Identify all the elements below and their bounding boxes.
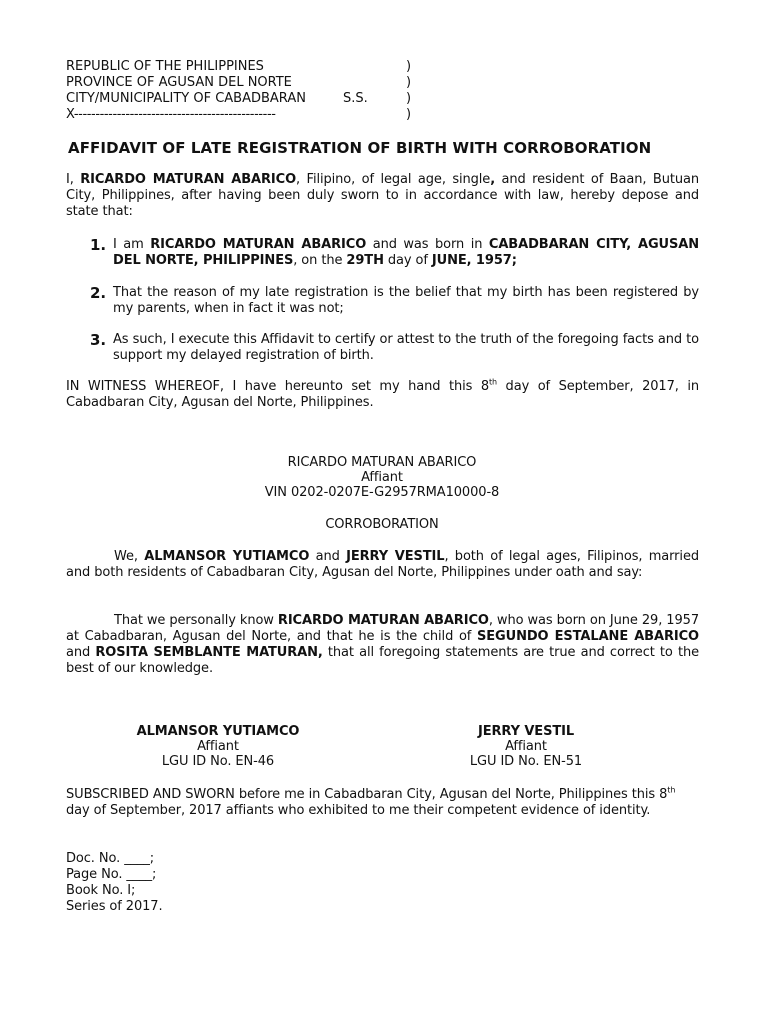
corroboration-paragraph-1: We, ALMANSOR YUTIAMCO and JERRY VESTIL, both of legal ages, Filipinos, married and both residents of Cabadbaran City, Agusan del Norte, Philippines under oath and say: — [66, 549, 699, 580]
signatory-2-name: JERRY VESTIL — [477, 724, 575, 739]
item-1-text: I am RICARDO MATURAN ABARICO and was born in CABADBARAN CITY, AGUSAN DEL NORTE, PHILIPPINES, on the 29TH day of JUNE, 1957; — [113, 237, 699, 268]
notary-series: Series of 2017. — [66, 899, 163, 914]
signatory-1-name: ALMANSOR YUTIAMCO — [136, 724, 300, 739]
caption-republic: REPUBLIC OF THE PHILIPPINES — [66, 59, 264, 74]
item-3-text: As such, I execute this Affidavit to certify or attest to the truth of the foregoing facts and to support my delayed registration of birth. — [113, 332, 699, 363]
affiant-signature-name: RICARDO MATURAN ABARICO — [287, 455, 477, 470]
caption-province: PROVINCE OF AGUSAN DEL NORTE — [66, 75, 292, 90]
item-number-2: 2. — [90, 284, 107, 302]
affiant-name: RICARDO MATURAN ABARICO — [80, 172, 297, 187]
affiant-signature-role: Affiant — [361, 470, 403, 485]
signatory-1-id: LGU ID No. EN-46 — [161, 754, 275, 769]
signatory-2-id: LGU ID No. EN-51 — [469, 754, 583, 769]
item-number-1: 1. — [90, 236, 107, 254]
caption-paren: ) — [406, 91, 412, 106]
notary-book-no: Book No. I; — [66, 883, 136, 898]
caption-paren: ) — [406, 75, 412, 90]
caption-paren: ) — [406, 107, 412, 122]
signatory-1-role: Affiant — [197, 739, 239, 754]
corroboration-paragraph-2: That we personally know RICARDO MATURAN ABARICO, who was born on June 29, 1957 at Cabadbaran, Agusan del Norte, and that he is the child of SEGUNDO ESTALANE ABARICO and ROSITA SEMBLANTE MATURAN, that all foregoing statements are true and correct to the best of our knowledge. — [66, 613, 699, 676]
item-number-3: 3. — [90, 331, 107, 349]
jurat-paragraph: SUBSCRIBED AND SWORN before me in Cabadbaran City, Agusan del Norte, Philippines this 8th day of September, 2017 affiants who exhibited to me their competent evidence of identity. — [66, 785, 676, 818]
notary-page-no: Page No. ____; — [66, 867, 157, 882]
caption-paren: ) — [406, 59, 412, 74]
intro-paragraph: I, RICARDO MATURAN ABARICO, Filipino, of legal age, single, and resident of Baan, Butuan City, Philippines, after having been duly sworn to in accordance with law, hereby depose and state that: — [66, 172, 699, 219]
document-title: AFFIDAVIT OF LATE REGISTRATION OF BIRTH WITH CORROBORATION — [68, 139, 652, 157]
notary-doc-no: Doc. No. ____; — [66, 851, 155, 866]
caption-ss: S.S. — [343, 91, 368, 106]
caption-city: CITY/MUNICIPALITY OF CABADBARAN — [66, 91, 306, 106]
witness-paragraph: IN WITNESS WHEREOF, I have hereunto set my hand this 8th day of September, 2017, in Cabadbaran City, Agusan del Norte, Philippines. — [66, 377, 699, 410]
item-2-text: That the reason of my late registration is the belief that my birth has been registered by my parents, when in fact it was not; — [113, 285, 699, 316]
signatory-2-role: Affiant — [505, 739, 547, 754]
caption-x-line: X----------------------------------------------- — [66, 107, 276, 122]
corroboration-heading: CORROBORATION — [325, 517, 439, 532]
affiant-vin: VIN 0202-0207E-G2957RMA10000-8 — [264, 485, 500, 500]
